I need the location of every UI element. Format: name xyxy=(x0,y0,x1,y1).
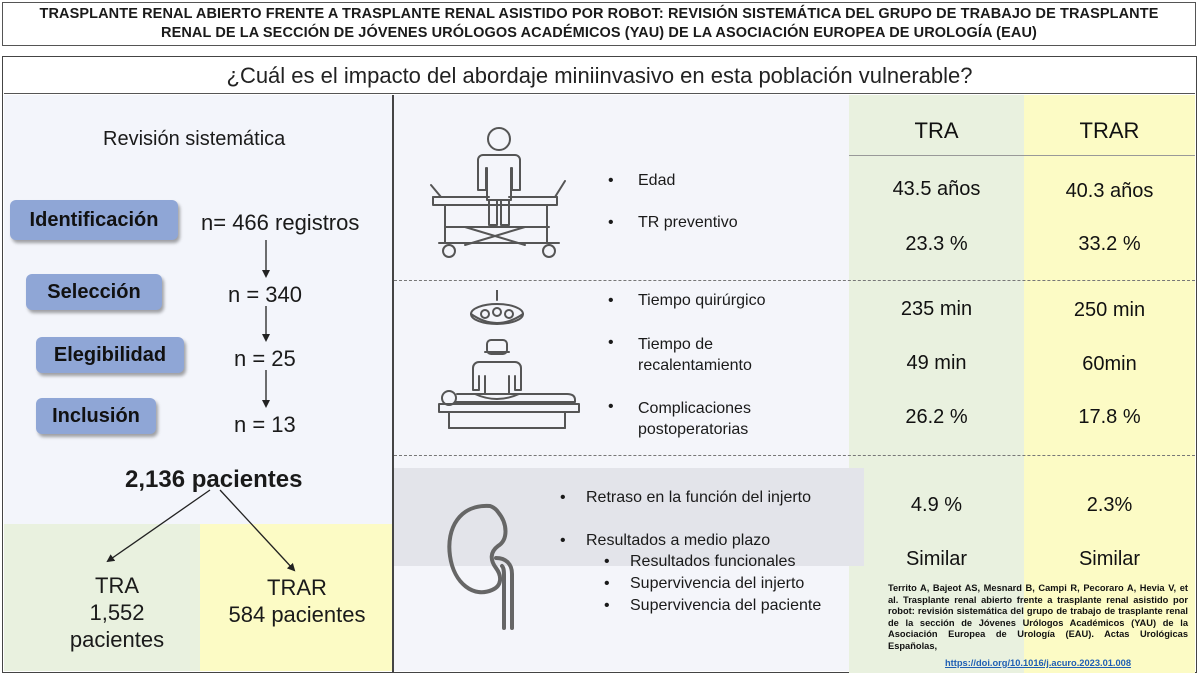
subitem-resultados-funcionales: Resultados funcionales xyxy=(630,553,796,570)
question-banner: ¿Cuál es el impacto del abordaje miniinvasivo en esta población vulnerable? xyxy=(4,58,1195,94)
arrow-to-trar xyxy=(220,490,294,570)
bullet-mark: • xyxy=(608,334,614,351)
cell-trar-medio-plazo: Similar xyxy=(1078,548,1141,570)
item-complicaciones: Complicaciones postoperatorias xyxy=(638,400,751,438)
trar-summary xyxy=(222,574,372,628)
step-identification-pill: Identificación xyxy=(10,200,178,240)
item-tiempo-recalentamiento: Tiempo de recalentamiento xyxy=(638,336,752,374)
step-inclusion-value: n = 13 xyxy=(234,412,296,437)
reference-block xyxy=(888,583,1188,671)
tra-label: TRA xyxy=(95,573,139,598)
cell-tra-recalentamiento: 49 min xyxy=(906,352,967,374)
step-selection-pill: Selección xyxy=(26,274,162,310)
bullet-mark: • xyxy=(608,398,614,415)
review-heading: Revisión sistemática xyxy=(103,128,286,150)
header-tra: TRA xyxy=(914,118,959,143)
cell-trar-tr-preventivo: 33.2 % xyxy=(1078,233,1141,255)
cell-tra-tr-preventivo: 23.3 % xyxy=(905,233,968,255)
section-divider-1 xyxy=(394,280,1195,281)
table-header-divider xyxy=(849,155,1195,156)
trar-label: TRAR xyxy=(267,575,327,600)
bullet-mark: • xyxy=(604,597,610,614)
section-divider-2 xyxy=(394,455,1195,456)
tra-count: 1,552 xyxy=(89,600,145,625)
bullet-mark: • xyxy=(604,553,610,570)
cell-trar-tiempo-quirurgico: 250 min xyxy=(1073,299,1146,321)
kidney-icon xyxy=(442,500,532,630)
arrow-to-tra xyxy=(108,490,210,561)
cell-tra-complicaciones: 26.2 % xyxy=(905,406,968,428)
item-tiempo-quirurgico: Tiempo quirúrgico xyxy=(638,292,766,309)
subitem-supervivencia-injerto: Supervivencia del injerto xyxy=(630,575,805,592)
cell-trar-recalentamiento: 60min xyxy=(1082,353,1137,375)
bullet-mark: • xyxy=(608,172,614,189)
item-tr-preventivo: TR preventivo xyxy=(638,214,738,231)
step-eligibility-value: n = 25 xyxy=(234,346,296,371)
bullet-mark: • xyxy=(560,532,566,549)
item-resultados-medio-plazo: Resultados a medio plazo xyxy=(586,532,771,549)
step-inclusion-pill: Inclusión xyxy=(36,398,156,434)
cell-trar-complicaciones: 17.8 % xyxy=(1078,406,1141,428)
bullet-mark: • xyxy=(560,489,566,506)
cell-tra-medio-plazo: Similar xyxy=(905,548,968,570)
cell-tra-retraso: 4.9 % xyxy=(910,494,963,516)
reference-doi-link[interactable]: https://doi.org/10.1016/j.acuro.2023.01.008 xyxy=(944,657,1132,668)
subitem-supervivencia-paciente: Supervivencia del paciente xyxy=(630,597,822,614)
page-title: TRASPLANTE RENAL ABIERTO FRENTE A TRASPLANTE RENAL ASISTIDO POR ROBOT: REVISIÓN SISTEMÁTICA DEL GRUPO DE TRABAJO DE TRASPLANTE RENAL DE LA SECCIÓN DE JÓVENES URÓLOGOS ACADÉMICOS (YAU) DE LA ASOCIACIÓN EUROPEA DE UROLOGÍA (EAU) xyxy=(39,6,1159,41)
tra-unit: pacientes xyxy=(69,627,165,652)
item-edad: Edad xyxy=(638,172,676,189)
cell-tra-edad: 43.5 años xyxy=(892,178,981,200)
tra-summary xyxy=(52,572,182,653)
reference-text: Territo A, Bajeot AS, Mesnard B, Campi R, Pecoraro A, Hevia V, et al. Trasplante renal abierto frente a trasplante renal asistido por robot: revisión sistemática del grupo de trabajo de trasplante renal de la sección de Jóvenes Urólogos Académicos (YAU) de la Asociación Europea de Urología (EAU). Actas Urológicas Españolas, xyxy=(888,583,1188,651)
bullet-mark: • xyxy=(604,575,610,592)
cell-trar-retraso: 2.3% xyxy=(1086,494,1133,516)
cell-trar-edad: 40.3 años xyxy=(1065,180,1154,202)
trar-count: 584 pacientes xyxy=(228,602,366,627)
patient-stretcher-icon xyxy=(425,125,575,260)
surgery-icon xyxy=(435,290,585,440)
bullet-mark: • xyxy=(608,214,614,231)
step-eligibility-pill: Elegibilidad xyxy=(36,337,184,373)
step-selection-value: n = 340 xyxy=(228,282,303,307)
total-patients: 2,136 pacientes xyxy=(125,466,303,493)
bullet-mark: • xyxy=(608,292,614,309)
item-retraso-funcion: Retraso en la función del injerto xyxy=(586,489,812,506)
cell-tra-tiempo-quirurgico: 235 min xyxy=(900,298,973,320)
header-trar: TRAR xyxy=(1079,118,1140,143)
step-identification-value: n= 466 registros xyxy=(201,210,360,235)
